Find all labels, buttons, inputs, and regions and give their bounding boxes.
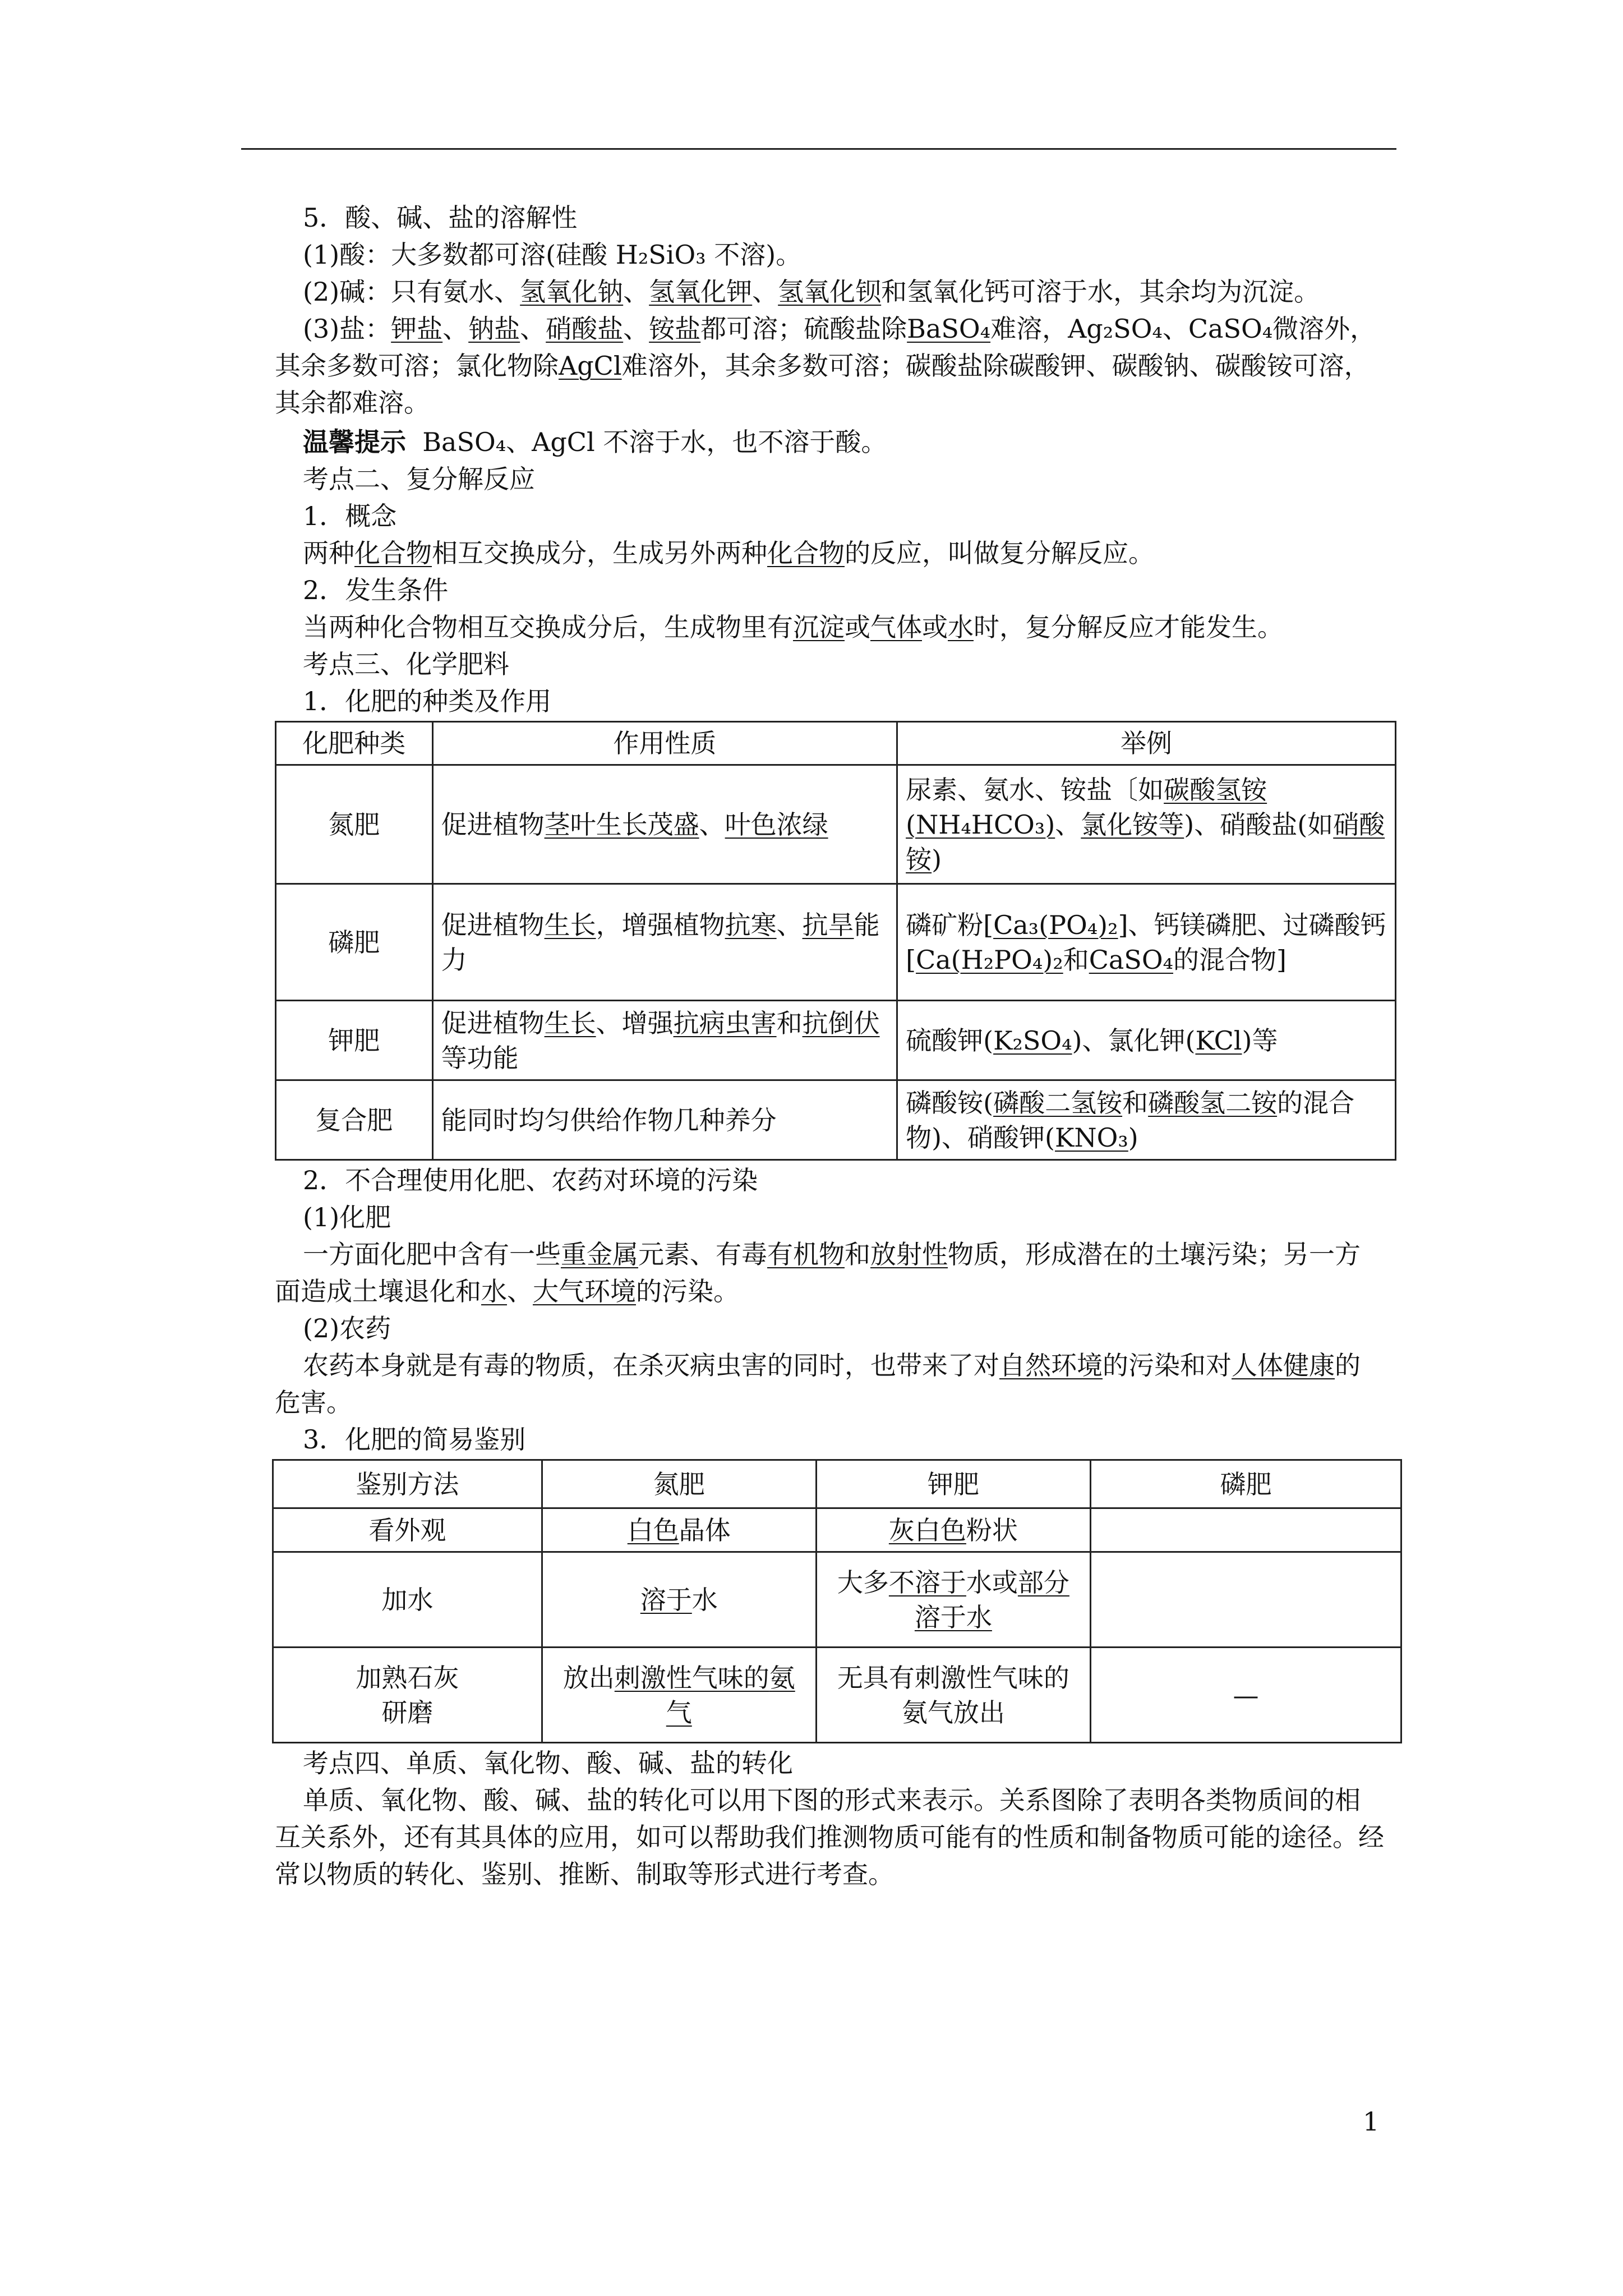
answer-blank: 碳酸氢铵 — [1164, 774, 1267, 805]
text-run: 和 — [776, 1007, 803, 1038]
answer-blank: 大气环境 — [533, 1276, 636, 1306]
section-4-title: 考点四、单质、氧化物、酸、碱、盐的转化 — [303, 1748, 793, 1778]
potassium-cell: 无具有刺激性气味的氨气放出 — [816, 1648, 1090, 1743]
answer-blank: BaSO₄ — [907, 314, 991, 344]
table-header-cell: 磷肥 — [1090, 1460, 1401, 1508]
answer-blank: 人体健康 — [1232, 1350, 1335, 1381]
fertilizer-effect: 能同时均匀供给作物几种养分 — [432, 1080, 897, 1160]
table-row — [273, 1552, 1401, 1648]
text-run: 和氢氧化钙可溶于水，其余均为沉淀。 — [881, 277, 1320, 307]
text-run: 相互交换成分，生成另外两种 — [432, 538, 767, 568]
text-run: 或 — [845, 612, 870, 642]
text-run: 的污染。 — [636, 1276, 739, 1306]
text-run: 大多 — [837, 1567, 889, 1598]
fertilizer-pollution-text — [275, 1236, 1385, 1310]
warm-tip — [275, 424, 1385, 461]
answer-blank: 硝酸铵 — [906, 809, 1385, 875]
table-row — [276, 884, 1396, 1001]
acid-solubility: (1)酸：大多数都可溶(硅酸 H₂SiO₃ 不溶)。 — [303, 240, 802, 270]
pesticide-subtitle: (2)农药 — [303, 1313, 391, 1343]
pesticide-text — [275, 1347, 1385, 1421]
section-5-title: 5．酸、碱、盐的溶解性 — [303, 203, 578, 233]
text-run: 或 — [922, 612, 948, 642]
answer-blank: 部分溶于水 — [914, 1567, 1069, 1632]
answer-blank: Ca(H₂PO₄)₂ — [916, 944, 1063, 975]
text-run: 农药本身就是有毒的物质，在杀灭病虫害的同时，也带来了对 — [303, 1350, 999, 1381]
text-run: 的混合物] — [1173, 944, 1287, 975]
tip-label: 温馨提示 — [303, 427, 406, 457]
method-cell: 看外观 — [273, 1508, 542, 1552]
text-run: 一方面化肥中含有一些 — [303, 1239, 561, 1269]
table-row — [276, 1080, 1396, 1160]
text-run: 时，复分解反应才能发生。 — [974, 612, 1283, 642]
salt-solubility — [275, 310, 1385, 421]
text-run: )、氯化钾( — [1072, 1025, 1196, 1056]
answer-blank: 白色 — [627, 1515, 679, 1545]
phosphorus-cell: — — [1090, 1648, 1401, 1743]
answer-blank: 钾盐 — [391, 314, 443, 344]
method-cell: 加熟石灰研磨 — [273, 1648, 542, 1743]
answer-blank: 磷酸氢二铵 — [1148, 1087, 1278, 1118]
text-run: ]、钙镁磷肥、过磷酸钙[ — [906, 909, 1386, 975]
phosphorus-cell — [1090, 1508, 1401, 1552]
answer-blank: 硝酸盐 — [546, 314, 624, 344]
answer-blank: 灰白色 — [888, 1515, 966, 1545]
answer-blank: 自然环境 — [999, 1350, 1103, 1381]
text-run: ) — [932, 844, 942, 875]
answer-blank: 氯化铵等 — [1081, 809, 1184, 840]
table-row — [276, 1001, 1396, 1080]
answer-blank: 铵盐 — [649, 314, 701, 344]
answer-blank: 氨气 — [666, 1662, 795, 1728]
concept-title: 1．概念 — [303, 501, 397, 531]
table-row — [273, 1648, 1401, 1743]
text-run: 促进植物 — [441, 809, 545, 840]
potassium-cell — [816, 1552, 1090, 1648]
base-solubility — [275, 273, 1385, 310]
answer-blank: 气体 — [870, 612, 922, 642]
table-header-cell: 鉴别方法 — [273, 1460, 542, 1508]
header-rule — [241, 148, 1396, 150]
answer-blank: 叶色浓绿 — [725, 809, 828, 840]
text-run: 水或 — [966, 1567, 1018, 1598]
text-run: 和 — [845, 1239, 870, 1269]
table1-title: 1．化肥的种类及作用 — [303, 686, 552, 716]
text-run: 促进植物 — [441, 1007, 545, 1038]
answer-blank: 水 — [481, 1276, 507, 1306]
text-run: 、 — [776, 909, 803, 940]
text-run: )等 — [1242, 1025, 1278, 1056]
fertilizer-effect — [432, 765, 897, 884]
method-cell: 加水 — [273, 1552, 542, 1648]
answer-blank: 生长 — [544, 909, 596, 940]
answer-blank: 生长 — [544, 1007, 596, 1038]
document-body — [275, 199, 1385, 1893]
text-run: 和 — [1122, 1087, 1149, 1118]
nitrogen-cell — [542, 1552, 816, 1648]
fertilizer-kind: 钾肥 — [276, 1001, 433, 1080]
text-run: 磷酸铵( — [906, 1087, 994, 1118]
answer-blank: 抗寒 — [725, 909, 777, 940]
table-header-cell: 化肥种类 — [276, 722, 433, 765]
text-run: 水 — [691, 1584, 718, 1615]
text-run: 、 — [507, 1276, 533, 1306]
answer-blank: 不溶于 — [888, 1567, 966, 1598]
section-2-title: 考点二、复分解反应 — [303, 464, 535, 494]
answer-blank: 溶于 — [640, 1584, 692, 1615]
text-run: 促进植物 — [441, 909, 545, 940]
fertilizer-example — [897, 884, 1396, 1001]
nitrogen-cell — [542, 1508, 816, 1552]
text-run: 尿素、氨水、铵盐〔如 — [906, 774, 1164, 805]
potassium-cell — [816, 1508, 1090, 1552]
table-row — [273, 1508, 1401, 1552]
nitrogen-cell — [542, 1648, 816, 1743]
answer-blank: 放射性 — [870, 1239, 948, 1269]
table-header-row — [276, 722, 1396, 765]
text-run: )、硝酸盐(如 — [1184, 809, 1334, 840]
text-run: 的污染和对 — [1103, 1350, 1232, 1381]
answer-blank: 氢氧化钠 — [520, 277, 624, 307]
text-run: 物质，形成潜在的土壤污染；另一方面造成土壤退化和 — [275, 1239, 1361, 1306]
answer-blank: 刺激性气味的 — [614, 1662, 769, 1693]
condition-text — [275, 609, 1385, 646]
pollution-title: 2．不合理使用化肥、农药对环境的污染 — [303, 1165, 758, 1195]
answer-blank: 氢氧化钾 — [649, 277, 753, 307]
text-run: 的反应，叫做复分解反应。 — [845, 538, 1154, 568]
answer-blank: CaSO₄ — [1089, 944, 1173, 975]
answer-blank: KCl — [1195, 1025, 1242, 1056]
answer-blank: 钠盐 — [468, 314, 520, 344]
answer-blank: 抗旱 — [802, 909, 854, 940]
answer-blank: KNO₃ — [1055, 1122, 1128, 1153]
text-run: 、增强 — [596, 1007, 674, 1038]
section-4-text: 单质、氧化物、酸、碱、盐的转化可以用下图的形式来表示。关系图除了表明各类物质间的相互关系外，还有其具体的应用，如可以帮助我们推测物质可能有的性质和制备物质可能的途径。经常以物质的转化、鉴别、推断、制取等形式进行考查。 — [275, 1785, 1384, 1889]
page-number: 1 — [1363, 2106, 1380, 2137]
answer-blank: 抗病虫害 — [673, 1007, 777, 1038]
text-run: 、 — [623, 277, 649, 307]
text-run: 都可溶；硫酸盐除 — [700, 314, 907, 344]
text-run: 硫酸钾( — [906, 1025, 994, 1056]
answer-blank: AgCl — [559, 351, 622, 381]
phosphorus-cell — [1090, 1552, 1401, 1648]
fertilizer-effect — [432, 884, 897, 1001]
fertilizer-types-table — [275, 721, 1396, 1161]
table-header-row — [273, 1460, 1401, 1508]
answer-blank: 化合物 — [767, 538, 845, 568]
text-run: 的混合物)、硝酸钾( — [906, 1087, 1355, 1153]
answer-blank: Ca₃(PO₄)₂ — [993, 909, 1118, 940]
text-run: ) — [1128, 1122, 1138, 1153]
answer-blank: 重金属 — [561, 1239, 638, 1269]
text-run: (3)盐： — [303, 314, 391, 344]
tip-text: BaSO₄、AgCl 不溶于水，也不溶于酸。 — [422, 427, 887, 457]
answer-blank: 有机物 — [767, 1239, 845, 1269]
table-header-cell: 氮肥 — [542, 1460, 816, 1508]
concept-text — [275, 535, 1385, 572]
text-run: 当两种化合物相互交换成分后，生成物里有 — [303, 612, 793, 642]
answer-blank: 沉淀 — [793, 612, 845, 642]
answer-blank: 水 — [948, 612, 974, 642]
fertilizer-subtitle: (1)化肥 — [303, 1202, 391, 1232]
text-run: 、 — [1055, 809, 1081, 840]
fertilizer-effect — [432, 1001, 897, 1080]
text-run: 粉状 — [966, 1515, 1018, 1545]
text-run: 和 — [1063, 944, 1089, 975]
text-run: 难溶，Ag₂SO₄、CaSO₄微溶外，其余多数可溶；氯化物除 — [275, 314, 1376, 381]
answer-blank: 化合物 — [354, 538, 432, 568]
table-row — [276, 765, 1396, 884]
text-run: 的危害。 — [275, 1350, 1361, 1418]
fertilizer-example — [897, 1080, 1396, 1160]
text-run: 、 — [442, 314, 469, 344]
fertilizer-identification-table — [272, 1459, 1402, 1743]
answer-blank: 磷酸二氢铵 — [993, 1087, 1123, 1118]
fertilizer-example — [897, 765, 1396, 884]
section-3-title: 考点三、化学肥料 — [303, 649, 509, 679]
answer-blank: (NH₄HCO₃) — [906, 809, 1055, 840]
text-run: (2)碱：只有氨水、 — [303, 277, 520, 307]
text-run: 等功能 — [441, 1042, 519, 1073]
text-run: 能力 — [441, 909, 880, 975]
text-run: 、 — [623, 314, 649, 344]
fertilizer-kind: 复合肥 — [276, 1080, 433, 1160]
table-header-cell: 钾肥 — [816, 1460, 1090, 1508]
fertilizer-kind: 磷肥 — [276, 884, 433, 1001]
condition-title: 2．发生条件 — [303, 575, 449, 605]
text-run: 元素、有毒 — [638, 1239, 767, 1269]
answer-blank: 茎叶生长茂盛 — [544, 809, 699, 840]
fertilizer-kind: 氮肥 — [276, 765, 433, 884]
fertilizer-example — [897, 1001, 1396, 1080]
table-header-cell: 作用性质 — [432, 722, 897, 765]
table-header-cell: 举例 — [897, 722, 1396, 765]
answer-blank: K₂SO₄ — [993, 1025, 1072, 1056]
text-run: ，增强植物 — [596, 909, 725, 940]
text-run: 晶体 — [679, 1515, 731, 1545]
answer-blank: 抗倒伏 — [802, 1007, 880, 1038]
text-run: 磷矿粉[ — [906, 909, 994, 940]
answer-blank: 氢氧化钡 — [778, 277, 882, 307]
text-run: 难溶外，其余多数可溶；碳酸盐除碳酸钾、碳酸钠、碳酸铵可溶，其余都难溶。 — [275, 351, 1370, 418]
text-run: 、 — [520, 314, 546, 344]
text-run: 、 — [752, 277, 778, 307]
text-run: 、 — [699, 809, 725, 840]
table2-title: 3．化肥的简易鉴别 — [303, 1424, 526, 1455]
text-run: 两种 — [303, 538, 354, 568]
text-run: 放出 — [562, 1662, 615, 1693]
